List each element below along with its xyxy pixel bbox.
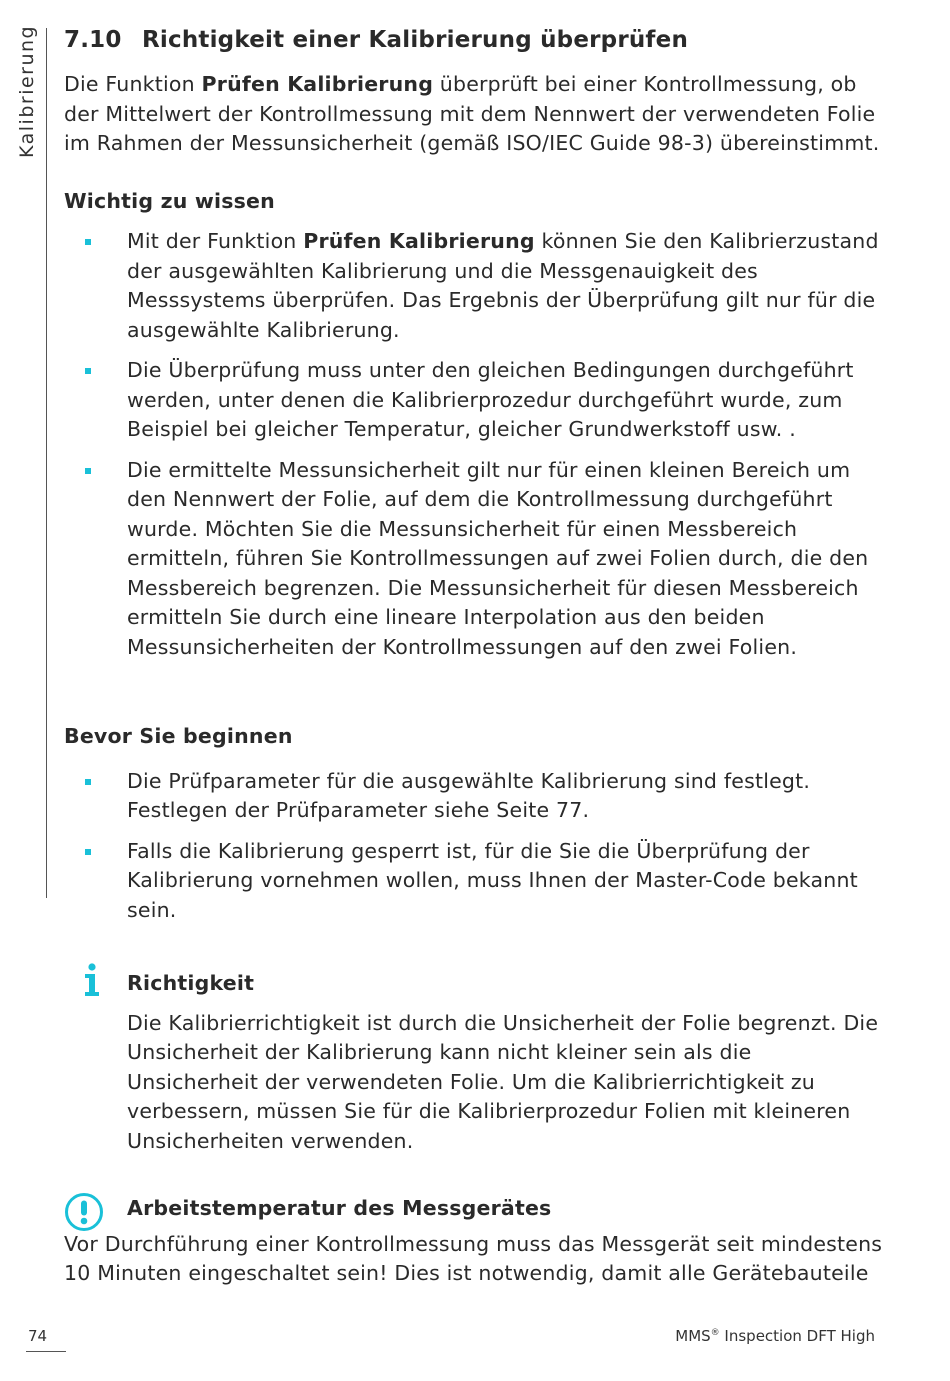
item-text: Die ermittelte Messunsicherheit gilt nur für einen kleinen Bereich um den Nennwert der Folie, auf dem die Kontrollmessung durchgeführt wurde. Möchten Sie die Messunsicherheit für einen Messbereich ermitteln, führen Sie Kontrollmessungen auf zwei Folien durch, die den Messbereich begrenzen. Die Messunsicherheit für diesen Messbereich ermitteln Sie durch eine lineare Interpolation aus den beiden Messunsicherheiten der Kontrollmessungen auf den zwei Folien. (127, 457, 869, 659)
intro-paragraph (64, 70, 884, 159)
info-icon (80, 963, 104, 997)
note-heading: Richtigkeit (127, 971, 255, 995)
wichtig-list (64, 227, 884, 662)
exclamation-circle-icon (64, 1192, 104, 1232)
bevor-heading: Bevor Sie beginnen (64, 724, 293, 748)
info-note (64, 969, 884, 1156)
side-chapter-label: Kalibrierung (16, 24, 38, 158)
footer-rule (26, 1351, 66, 1352)
registered-mark: ® (710, 1328, 720, 1338)
list-item (64, 767, 884, 826)
item-text: Die Überprüfung muss unter den gleichen Bedingungen durchgeführt werden, unter denen die Kalibrierprozedur durchgeführt wurde, zum Beispiel bei gleicher Temperatur, gleicher Grundwerkstoff usw. . (127, 358, 854, 441)
item-text-start: Mit der Funktion (127, 229, 304, 253)
section-heading (64, 22, 884, 58)
bullet-square-icon (85, 779, 91, 785)
warning-heading: Arbeitstemperatur des Messgerätes (127, 1196, 552, 1220)
warning-text: Vor Durchführung einer Kontrollmessung muss das Messgerät seit mindestens 10 Minuten eingeschaltet sein! Dies ist notwendig, damit alle Gerätebauteile (64, 1231, 883, 1285)
intro-text-start: Die Funktion (64, 72, 202, 96)
side-divider (46, 28, 47, 898)
bullet-square-icon (85, 239, 91, 245)
page-content (64, 22, 884, 1289)
list-item (64, 227, 884, 345)
side-chapter-tab (14, 24, 42, 160)
item-bold-term: Prüfen Kalibrierung (303, 229, 535, 253)
footer-product (675, 1327, 875, 1345)
warning-note (64, 1194, 884, 1289)
list-item (64, 837, 884, 926)
product-suffix: Inspection DFT High (719, 1327, 875, 1345)
intro-text-end: überprüft bei einer Kontrollmessung, ob der Mittelwert der Kontrollmessung mit dem Nennwert der verwendeten Folie im Rahmen der Messunsicherheit (gemäß ISO/IEC Guide 98-3) übereinstimmt. (64, 72, 880, 155)
section-title: Richtigkeit einer Kalibrierung überprüfen (142, 27, 689, 53)
list-item (64, 456, 884, 663)
bullet-square-icon (85, 368, 91, 374)
wichtig-heading: Wichtig zu wissen (64, 188, 275, 213)
item-text-end: können Sie den Kalibrierzustand der ausgewählten Kalibrierung und die Messgenauigkeit des Messsystems überprüfen. Das Ergebnis der Überprüfung gilt nur für die ausgewählte Kalibrierung. (127, 229, 879, 342)
list-item (64, 356, 884, 445)
note-text: Die Kalibrierrichtigkeit ist durch die Unsicherheit der Folie begrenzt. Die Unsicherheit der Kalibrierung kann nicht kleiner sein als die Unsicherheit der verwendeten Folie. Um die Kalibrierrichtigkeit zu verbessern, müssen Sie für die Kalibrierprozedur Folien mit kleineren Unsicherheiten verwenden. (127, 1010, 879, 1153)
item-text: Falls die Kalibrierung gesperrt ist, für die Sie die Überprüfung der Kalibrierung vornehmen wollen, muss Ihnen der Master-Code bekannt sein. (127, 838, 858, 922)
bullet-square-icon (85, 849, 91, 855)
bullet-square-icon (85, 468, 91, 474)
item-text: Die Prüfparameter für die ausgewählte Kalibrierung sind festlegt. Festlegen der Prüfparameter siehe Seite 77. (127, 768, 811, 822)
section-number: 7.10 (64, 27, 122, 53)
intro-bold-term: Prüfen Kalibrierung (201, 72, 434, 96)
page-number: 74 (28, 1327, 48, 1345)
product-name: MMS (675, 1327, 711, 1345)
bevor-list (64, 767, 884, 926)
